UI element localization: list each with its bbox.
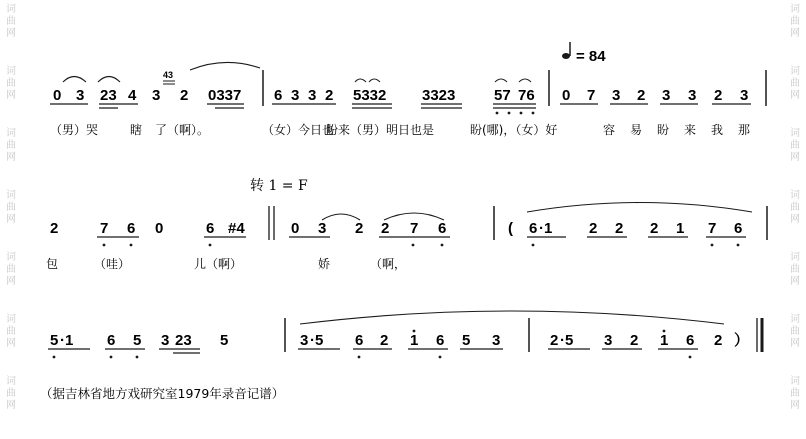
note: 2 — [589, 220, 598, 237]
note: 7 — [587, 87, 596, 104]
watermark-char: 词 — [6, 314, 16, 325]
note: 5332 — [353, 87, 387, 104]
lyric: （男）哭 — [50, 123, 99, 137]
slur — [369, 79, 380, 82]
note: 3 — [740, 87, 749, 104]
watermark-char: 词 — [6, 4, 16, 15]
note: 3 — [612, 87, 621, 104]
note: 57 — [494, 87, 511, 104]
note: 5 — [50, 332, 59, 349]
tempo-mark — [562, 42, 606, 65]
watermark-char: 曲 — [6, 326, 16, 337]
staff-row-2 — [46, 203, 767, 272]
note: 3 — [688, 87, 697, 104]
note: 3 — [291, 87, 300, 104]
slur — [519, 79, 531, 82]
note: 2 — [630, 332, 639, 349]
note: 5 — [220, 332, 229, 349]
note: 3323 — [422, 87, 456, 104]
watermark-char: 网 — [790, 276, 800, 287]
slur — [384, 213, 444, 220]
watermark-char: 词 — [790, 252, 800, 263]
octave-dots — [53, 330, 695, 359]
note: 0 — [53, 87, 62, 104]
duration-underlines — [50, 104, 751, 108]
note: 2 — [714, 87, 723, 104]
watermark-char: 网 — [6, 400, 16, 411]
watermark-char: 词 — [6, 252, 16, 263]
lyric: （啊， — [370, 257, 407, 271]
lyric: 包 — [46, 257, 59, 271]
note: 2 — [550, 332, 559, 349]
note: 76 — [518, 87, 535, 104]
octave-dots — [103, 244, 740, 247]
source-note: （据吉林省地方戏研究室1979年录音记谱） — [40, 386, 285, 401]
watermark-char: 词 — [6, 66, 16, 77]
note: 6 — [686, 332, 695, 349]
note: 3 — [161, 332, 170, 349]
note: 3 — [300, 332, 309, 349]
watermark-char: 词 — [6, 128, 16, 139]
note: ·5 — [560, 332, 574, 349]
note: 6 — [355, 332, 364, 349]
lyric: 瞎 — [130, 123, 143, 137]
note: 2 — [381, 220, 390, 237]
duration-underlines — [48, 349, 698, 353]
watermark-char: 词 — [790, 376, 800, 387]
quarter-note-symbol — [562, 53, 570, 59]
note: 6 — [438, 220, 447, 237]
lyric: 盼来（男）明日也是 — [326, 123, 435, 137]
watermark-char: 曲 — [790, 202, 800, 213]
watermark-char: 曲 — [790, 264, 800, 275]
watermark-char: 曲 — [6, 388, 16, 399]
lyric: 我 — [711, 123, 724, 137]
note: 2 — [615, 220, 624, 237]
note: 7 — [708, 220, 717, 237]
note: 7 — [100, 220, 109, 237]
watermark-char: 网 — [790, 28, 800, 39]
note: 3 — [152, 87, 161, 104]
note: ·1 — [60, 332, 74, 349]
note: 2 — [325, 87, 334, 104]
watermark-char: 词 — [790, 66, 800, 77]
lyric: 了（啊）。 — [155, 123, 210, 137]
staff-row-3 — [48, 311, 762, 358]
watermark-char: 曲 — [790, 388, 800, 399]
note: 1 — [660, 332, 669, 349]
watermark-char: 曲 — [6, 264, 16, 275]
note: 2 — [714, 332, 723, 349]
note: 0 — [291, 220, 300, 237]
note: 2 — [380, 332, 389, 349]
note: 2 — [180, 87, 189, 104]
note: 6 — [274, 87, 283, 104]
note: 3 — [318, 220, 327, 237]
lyric: 易 — [630, 123, 643, 137]
lyric: 娇 — [318, 257, 331, 271]
slur — [98, 77, 120, 83]
watermark-char: 曲 — [790, 140, 800, 151]
note: 3 — [604, 332, 613, 349]
note: 3 — [308, 87, 317, 104]
watermark-char: 网 — [790, 90, 800, 101]
lyric: 来 — [684, 123, 697, 137]
lyric: （哇） — [94, 257, 131, 271]
slur — [190, 62, 260, 70]
watermark-char: 曲 — [6, 140, 16, 151]
watermark-char: 曲 — [790, 326, 800, 337]
watermark-char: 词 — [790, 128, 800, 139]
staff-row-1 — [50, 62, 766, 137]
watermark-char: 词 — [790, 190, 800, 201]
note: 2 — [50, 220, 59, 237]
note: 4 — [128, 87, 137, 104]
lyric: 容 — [603, 123, 616, 137]
watermark-char: 曲 — [6, 78, 16, 89]
watermark-char: 网 — [6, 214, 16, 225]
watermark-char: 曲 — [790, 16, 800, 27]
note: 0 — [155, 220, 164, 237]
slur — [300, 311, 724, 324]
note: 5 — [462, 332, 471, 349]
note: 2 — [650, 220, 659, 237]
paren: ( — [508, 220, 513, 237]
lyric: （女）今日也 — [262, 123, 335, 137]
tempo-value: = 84 — [576, 48, 606, 65]
note: 3 — [76, 87, 85, 104]
watermark-char: 曲 — [6, 202, 16, 213]
slur — [63, 77, 86, 83]
watermark-char: 网 — [6, 152, 16, 163]
lyric: 盼(哪)，（女）好 — [470, 123, 558, 137]
watermark-char: 词 — [6, 376, 16, 387]
watermark-char: 网 — [790, 214, 800, 225]
note: 2 — [355, 220, 364, 237]
watermark-char: 网 — [6, 276, 16, 287]
lyric: 儿（啊） — [194, 257, 243, 271]
note: 1 — [410, 332, 419, 349]
watermark-char: 曲 — [6, 16, 16, 27]
watermark-char: 网 — [790, 152, 800, 163]
watermark-char: 网 — [790, 400, 800, 411]
note: 7 — [410, 220, 419, 237]
note: 6 — [529, 220, 538, 237]
watermark-char: 网 — [790, 338, 800, 349]
slur — [527, 203, 752, 213]
note: 6 — [436, 332, 445, 349]
note: 6 — [206, 220, 215, 237]
watermark-char: 词 — [6, 190, 16, 201]
note: ·5 — [310, 332, 324, 349]
watermark-char: 网 — [6, 28, 16, 39]
lyric: 盼 — [657, 123, 670, 137]
grace-note: 43 — [163, 70, 174, 80]
note: 6 — [107, 332, 116, 349]
closing-paren: ） — [734, 332, 750, 349]
note: ·1 — [539, 220, 553, 237]
note: 5 — [133, 332, 142, 349]
note: 6 — [734, 220, 743, 237]
octave-dots — [496, 112, 535, 115]
watermark-char: 网 — [6, 338, 16, 349]
watermark-char: 曲 — [790, 78, 800, 89]
note: 23 — [175, 332, 192, 349]
note: 6 — [127, 220, 136, 237]
slur — [355, 79, 366, 82]
watermark-char: 网 — [6, 90, 16, 101]
note: 2 — [637, 87, 646, 104]
key-change: 转 1 = F — [250, 178, 308, 194]
note: 23 — [100, 87, 117, 104]
slur — [495, 79, 507, 82]
watermark-char: 词 — [790, 4, 800, 15]
watermark-char: 词 — [790, 314, 800, 325]
sharp-note: #4 — [228, 220, 245, 237]
note: 1 — [676, 220, 685, 237]
note: 0 — [562, 87, 571, 104]
note: 3 — [662, 87, 671, 104]
note: 3 — [492, 332, 501, 349]
lyric: 那 — [738, 123, 751, 137]
note: 0337 — [208, 87, 242, 104]
